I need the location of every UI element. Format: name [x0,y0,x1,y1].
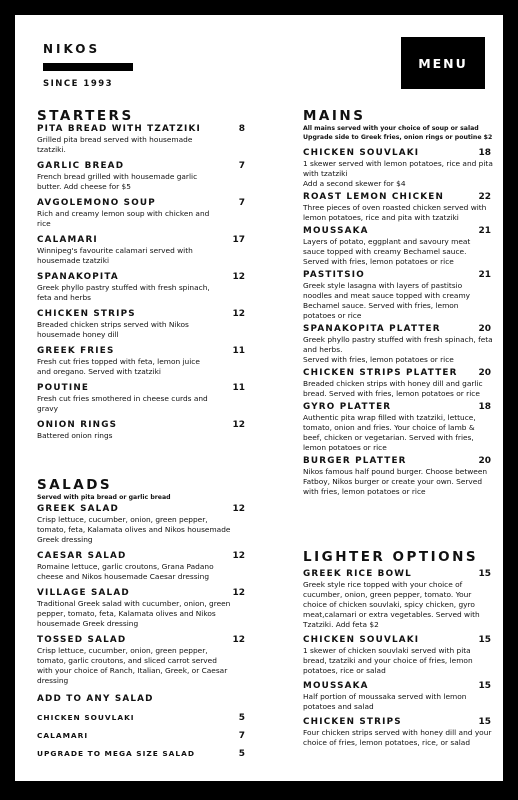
menu-item [303,368,493,399]
menu-item [37,272,247,303]
addon-price: 5 [238,713,245,723]
menu-item-price: 7 [238,161,245,171]
menu-item-header [303,192,493,203]
menu-item-price: 18 [478,402,491,412]
menu-item-description: 1 skewer served with lemon potatoes, rice and pita with tzatziki Add a second skewer for $4 [303,159,493,188]
menu-item-name: CHICKEN SOUVLAKI [303,635,420,645]
menu-item-name: CHICKEN STRIPS [303,717,402,727]
menu-item [37,309,247,340]
menu-item-price: 22 [478,192,491,202]
menu-item-description: Traditional Greek salad with cucumber, onion, green pepper, tomato, feta, Kalamata olives and Nikos housemade Greek dressing [37,599,231,628]
menu-item [303,635,493,676]
lighter-options-title: LIGHTER OPTIONS [303,549,479,565]
addon-name: CHICKEN SOUVLAKI [37,713,135,722]
menu-item [303,681,493,712]
menu-page [15,15,503,781]
brand-name: NIKOS [43,42,101,56]
menu-item-header [37,309,247,320]
menu-item-name: ONION RINGS [37,420,118,430]
menu-item-description: Authentic pita wrap filled with tzatziki, lettuce, tomato, onion and fries. Your choice of lamb & beef, chicken or vegetarian. Served with fries, lemon potatoes or rice [303,413,476,452]
menu-item-description: Winnipeg's favourite calamari served with housemade tzatziki [37,246,193,265]
menu-item-price: 20 [478,368,491,378]
menu-item-description: Rich and creamy lemon soup with chicken and rice [37,209,210,228]
menu-item-header [37,420,247,431]
lighter-options-section [303,549,493,748]
menu-item-header [37,551,247,562]
menu-item-price: 21 [478,226,491,236]
menu-item-header [37,124,247,135]
menu-item-header [37,383,247,394]
menu-item-price: 12 [232,551,245,561]
menu-item-name: GREEK FRIES [37,346,115,356]
menu-item-header [303,368,493,379]
menu-item-description: Greek style rice topped with your choice of cucumber, onion, green pepper, tomato. Your choice of chicken souvlaki, spicy chicken, gyro meat,calamari or extra vegetables. Served with Tzatziki. Add feta $2 [303,580,480,629]
menu-item-header [37,588,247,599]
mains-note-soup-salad: All mains served with your choice of soup or salad [303,125,479,132]
menu-item-price: 11 [232,383,245,393]
addons-list [37,712,247,760]
since-text: SINCE 1993 [43,79,114,89]
menu-item [37,635,247,686]
addon-price: 5 [238,749,245,759]
menu-item [303,717,493,748]
menu-item-header [37,235,247,246]
menu-item-price: 12 [232,309,245,319]
menu-item-description: Half portion of moussaka served with lemon potatoes and salad [303,692,467,711]
menu-item-name: CHICKEN SOUVLAKI [303,148,420,158]
menu-item-description: French bread grilled with housemade garlic butter. Add cheese for $5 [37,172,198,191]
menu-item-price: 12 [232,635,245,645]
menu-item-price: 20 [478,324,491,334]
menu-item [303,226,493,267]
menu-label-box [401,37,485,89]
menu-item-name: MOUSSAKA [303,226,369,236]
menu-item [303,192,493,223]
menu-label: MENU [418,55,468,71]
menu-item [37,124,247,155]
menu-item-description: Greek phyllo pastry stuffed with fresh spinach, feta and herbs [37,283,210,302]
menu-item-header [37,198,247,209]
menu-item-header [37,504,247,515]
addon-name: UPGRADE TO MEGA SIZE SALAD [37,749,195,758]
menu-item-price: 17 [232,235,245,245]
menu-item-description: Crisp lettuce, cucumber, onion, green pepper, tomato, garlic croutons, and sliced carrot served with your choice of Ranch, Italian, Greek, or Caesar dressing [37,646,228,685]
addon-row [37,712,247,724]
menu-item [37,235,247,266]
menu-item [303,402,493,453]
menu-item [303,324,493,365]
menu-item-price: 15 [478,681,491,691]
menu-item-description: Fresh cut fries smothered in cheese curds and gravy [37,394,208,413]
menu-item-description: Battered onion rings [37,431,113,440]
menu-item-header [303,324,493,335]
menu-item-header [37,272,247,283]
mains-title: MAINS [303,108,366,124]
menu-item-name: POUTINE [37,383,90,393]
brand-underline-bar [43,63,133,71]
menu-item [37,383,247,414]
menu-item-price: 12 [232,588,245,598]
mains-list [303,148,493,497]
menu-item-description: Breaded chicken strips with honey dill and garlic bread. Served with fries, lemon potatoes or rice [303,379,483,398]
salads-list [37,504,247,686]
menu-item-name: GARLIC BREAD [37,161,125,171]
menu-item-price: 18 [478,148,491,158]
menu-item-price: 12 [232,420,245,430]
menu-item-description: Layers of potato, eggplant and savoury meat sauce topped with creamy Bechamel sauce. Served with fries, lemon potatoes or rice [303,237,471,266]
menu-item-header [303,569,493,580]
menu-item-price: 21 [478,270,491,280]
menu-item [37,198,247,229]
menu-item-name: GREEK SALAD [37,504,119,514]
menu-item-header [303,270,493,281]
mains-note-upgrade: Upgrade side to Greek fries, onion rings or poutine $2 [303,134,493,141]
menu-item-header [303,456,493,467]
menu-item-name: SPANAKOPITA [37,272,119,282]
menu-item-header [303,226,493,237]
menu-item-description: Breaded chicken strips served with Nikos housemade honey dill [37,320,189,339]
menu-item-header [303,717,493,728]
menu-item-description: Three pieces of oven roasted chicken served with lemon potatoes, rice and pita with tzatziki [303,203,487,222]
menu-item-name: VILLAGE SALAD [37,588,130,598]
menu-item-description: Crisp lettuce, cucumber, onion, green pepper, tomato, feta, Kalamata olives and Nikos housemade Greek dressing [37,515,231,544]
menu-item [37,346,247,377]
starters-title: STARTERS [37,108,134,124]
menu-item-name: GREEK RICE BOWL [303,569,412,579]
menu-item-name: CALAMARI [37,235,98,245]
menu-item-price: 12 [232,504,245,514]
menu-item-description: 1 skewer of chicken souvlaki served with pita bread, tzatziki and your choice of fries, lemon potatoes, rice or salad [303,646,473,675]
menu-item-description: Fresh cut fries topped with feta, lemon juice and oregano. Served with tzatziki [37,357,200,376]
menu-item-description: Nikos famous half pound burger. Choose between Fatboy, Nikos burger or create your own. Served with fries, lemon potatoes or rice [303,467,488,496]
menu-item-price: 15 [478,717,491,727]
menu-item-name: CHICKEN STRIPS PLATTER [303,368,458,378]
menu-item-name: CHICKEN STRIPS [37,309,136,319]
menu-item-description: Romaine lettuce, garlic croutons, Grana Padano cheese and Nikos housemade Caesar dressing [37,562,214,581]
menu-item [37,551,247,582]
menu-item-price: 15 [478,635,491,645]
menu-item-name: ROAST LEMON CHICKEN [303,192,445,202]
menu-item-header [303,635,493,646]
menu-item [37,504,247,545]
starters-section [37,108,247,441]
menu-item-header [37,635,247,646]
menu-item-price: 12 [232,272,245,282]
menu-item [303,456,493,497]
menu-item-name: TOSSED SALAD [37,635,127,645]
menu-item [303,270,493,321]
menu-item-header [303,402,493,413]
menu-item-name: AVGOLEMONO SOUP [37,198,156,208]
menu-item-name: CAESAR SALAD [37,551,127,561]
menu-item-header [303,148,493,159]
menu-item-price: 15 [478,569,491,579]
salads-title: SALADS [37,477,113,493]
menu-item [37,161,247,192]
menu-item-header [37,346,247,357]
menu-item-description: Grilled pita bread served with housemade tzatziki. [37,135,193,154]
starters-list [37,124,247,441]
salads-section [37,477,247,760]
addon-row [37,748,247,760]
menu-item-name: PASTITSIO [303,270,365,280]
menu-item-description: Four chicken strips served with honey dill and your choice of fries, lemon potatoes, rice, or salad [303,728,492,747]
menu-item-header [37,161,247,172]
mains-section [303,108,493,497]
addon-price: 7 [238,731,245,741]
addon-row [37,730,247,742]
menu-item-description: Greek style lasagna with layers of pastitsio noodles and meat sauce topped with creamy Bechamel sauce. Served with fries, lemon potatoes or rice [303,281,471,320]
menu-item-name: BURGER PLATTER [303,456,407,466]
menu-item-price: 8 [238,124,245,134]
menu-item [37,420,247,441]
salads-note: Served with pita bread or garlic bread [37,494,171,501]
menu-item [303,148,493,189]
menu-item [303,569,493,630]
menu-item-price: 11 [232,346,245,356]
addon-name: CALAMARI [37,731,89,740]
menu-item-description: Greek phyllo pastry stuffed with fresh spinach, feta and herbs. Served with fries, lemon potatoes or rice [303,335,493,364]
lighter-list [303,569,493,748]
menu-item-header [303,681,493,692]
menu-item-name: GYRO PLATTER [303,402,392,412]
menu-item-name: PITA BREAD WITH TZATZIKI [37,124,202,134]
menu-item-price: 20 [478,456,491,466]
add-to-salad-title: ADD TO ANY SALAD [37,694,154,704]
menu-item [37,588,247,629]
menu-item-price: 7 [238,198,245,208]
menu-item-name: SPANAKOPITA PLATTER [303,324,441,334]
menu-item-name: MOUSSAKA [303,681,369,691]
